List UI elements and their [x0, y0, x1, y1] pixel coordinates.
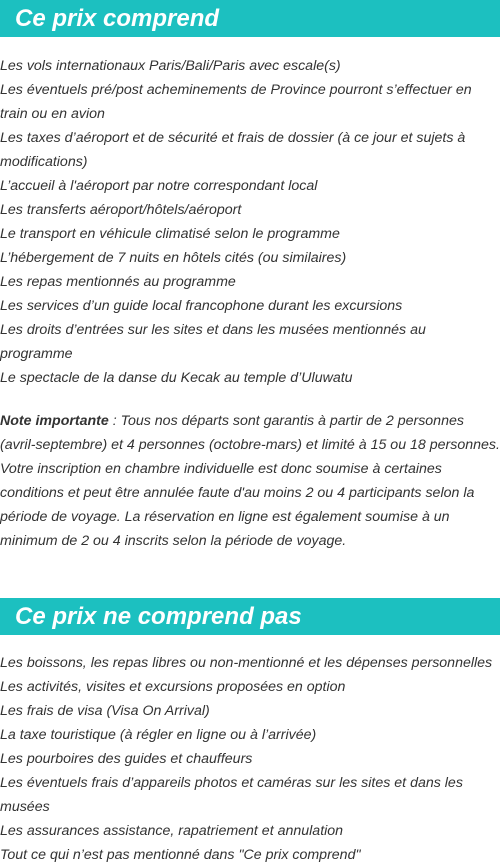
list-item: Les frais de visa (Visa On Arrival) — [0, 703, 210, 719]
list-item: Le transport en véhicule climatisé selon le programme — [0, 226, 340, 242]
list-item: Les pourboires des guides et chauffeurs — [0, 751, 253, 767]
list-item: L’hébergement de 7 nuits en hôtels cités (ou similaires) — [0, 250, 347, 266]
list-item: Tout ce qui n’est pas mentionné dans "Ce prix comprend" — [0, 847, 361, 863]
list-item: Les vols internationaux Paris/Bali/Paris avec escale(s) — [0, 58, 341, 74]
section-spacer — [0, 553, 500, 598]
not-included-section — [0, 598, 500, 867]
list-item: Les transferts aéroport/hôtels/aéroport — [0, 202, 242, 218]
list-item: Les boissons, les repas libres ou non-mentionné et les dépenses personnelles — [0, 655, 493, 671]
list-item: Les assurances assistance, rapatriement et annulation — [0, 823, 344, 839]
not-included-list — [0, 651, 500, 867]
list-item: Les activités, visites et excursions proposées en option — [0, 679, 346, 695]
list-item: Les repas mentionnés au programme — [0, 274, 236, 290]
list-item: Les éventuels frais d’appareils photos et caméras sur les sites et dans les musées — [0, 775, 463, 815]
list-item: Les services d’un guide local francophone durant les excursions — [0, 298, 403, 314]
not-included-header: Ce prix ne comprend pas — [0, 598, 500, 635]
list-item: L’accueil à l'aéroport par notre correspondant local — [0, 178, 318, 194]
included-header: Ce prix comprend — [0, 0, 500, 37]
note-text: : Tous nos départs sont garantis à partir de 2 personnes (avril-septembre) et 4 personnes (octobre-mars) et limité à 15 ou 18 personnes. Votre inscription en chambre individuelle est donc soumise à certaines conditions et peut être annulée faute d'au moins 2 ou 4 participants selon la période de voyage. La réservation en ligne est également soumise à un minimum de 2 ou 4 inscrits selon la période de voyage. — [0, 413, 500, 549]
list-item: Les droits d’entrées sur les sites et dans les musées mentionnés au programme — [0, 322, 426, 362]
list-item: Les taxes d’aéroport et de sécurité et frais de dossier (à ce jour et sujets à modifications) — [0, 130, 466, 170]
note-label: Note importante — [0, 413, 109, 429]
list-item: Les éventuels pré/post acheminements de Province pourront s’effectuer en train ou en avion — [0, 82, 472, 122]
important-note — [0, 409, 500, 553]
list-item: Le spectacle de la danse du Kecak au temple d’Uluwatu — [0, 370, 353, 386]
list-item: La taxe touristique (à régler en ligne ou à l’arrivée) — [0, 727, 317, 743]
included-list — [0, 54, 500, 390]
